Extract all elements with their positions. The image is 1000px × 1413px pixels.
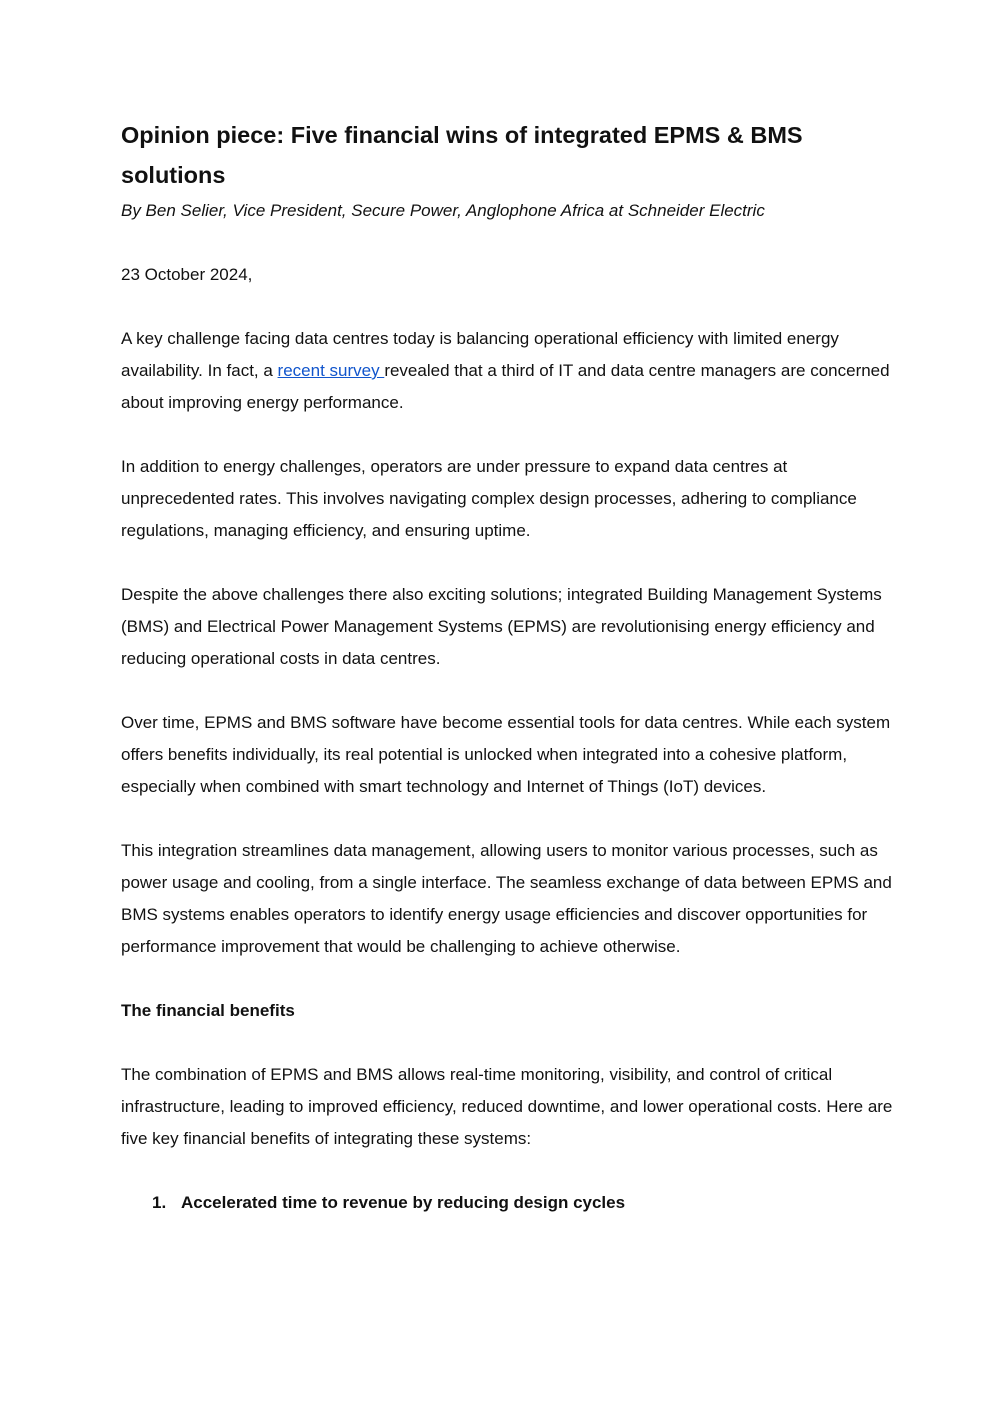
paragraph-integration: This integration streamlines data management, allowing users to monitor various processes, such as power usage and cooling, from a single interface. The seamless exchange of data between EPMS and BMS systems enables operators to identify energy usage efficiencies and discover opportunities for performance improvement that would be challenging to achieve otherwise. [121, 841, 892, 956]
benefits-list [121, 1187, 901, 1219]
spacer [121, 419, 901, 451]
list-item-number: 1. [152, 1193, 167, 1212]
paragraph-solutions: Despite the above challenges there also exciting solutions; integrated Building Management Systems (BMS) and Electrical Power Management Systems (EPMS) are revolutionising energy efficiency and reducing operational costs in data centres. [121, 585, 882, 668]
article [121, 115, 901, 1219]
spacer [121, 963, 901, 995]
paragraph-energy-challenges: In addition to energy challenges, operators are under pressure to expand data centres at unprecedented rates. This involves navigating complex design processes, adhering to compliance regulations, managing efficiency, and ensuring uptime. [121, 457, 857, 540]
article-date: 23 October 2024, [121, 265, 253, 284]
paragraph-intro [121, 323, 901, 419]
article-byline: By Ben Selier, Vice President, Secure Power, Anglophone Africa at Schneider Electric [121, 201, 765, 220]
spacer [121, 291, 901, 323]
spacer [121, 803, 901, 835]
list-item [121, 1187, 901, 1219]
section-heading-financial-benefits: The financial benefits [121, 1001, 295, 1020]
paragraph-software-tools: Over time, EPMS and BMS software have become essential tools for data centres. While each system offers benefits individually, its real potential is unlocked when integrated into a cohesive platform, especially when combined with smart technology and Internet of Things (IoT) devices. [121, 713, 891, 796]
paragraph-combination: The combination of EPMS and BMS allows real-time monitoring, visibility, and control of critical infrastructure, leading to improved efficiency, reduced downtime, and lower operational costs. Here are five key financial benefits of integrating these systems: [121, 1065, 893, 1148]
spacer [121, 547, 901, 579]
recent-survey-link[interactable]: recent survey [277, 361, 385, 380]
spacer [121, 1027, 901, 1059]
paragraph-intro-text-before: A key challenge facing data centres today is balancing operational efficiency with limited energy availability. In fact, a [121, 329, 839, 380]
spacer [121, 675, 901, 707]
spacer [121, 227, 901, 259]
list-item-text: Accelerated time to revenue by reducing design cycles [181, 1193, 626, 1212]
paragraph-intro-text-after: revealed that a third of IT and data centre managers are concerned about improving energy performance. [121, 361, 890, 412]
spacer [121, 1155, 901, 1187]
article-title: Opinion piece: Five financial wins of integrated EPMS & BMS solutions [121, 122, 803, 188]
